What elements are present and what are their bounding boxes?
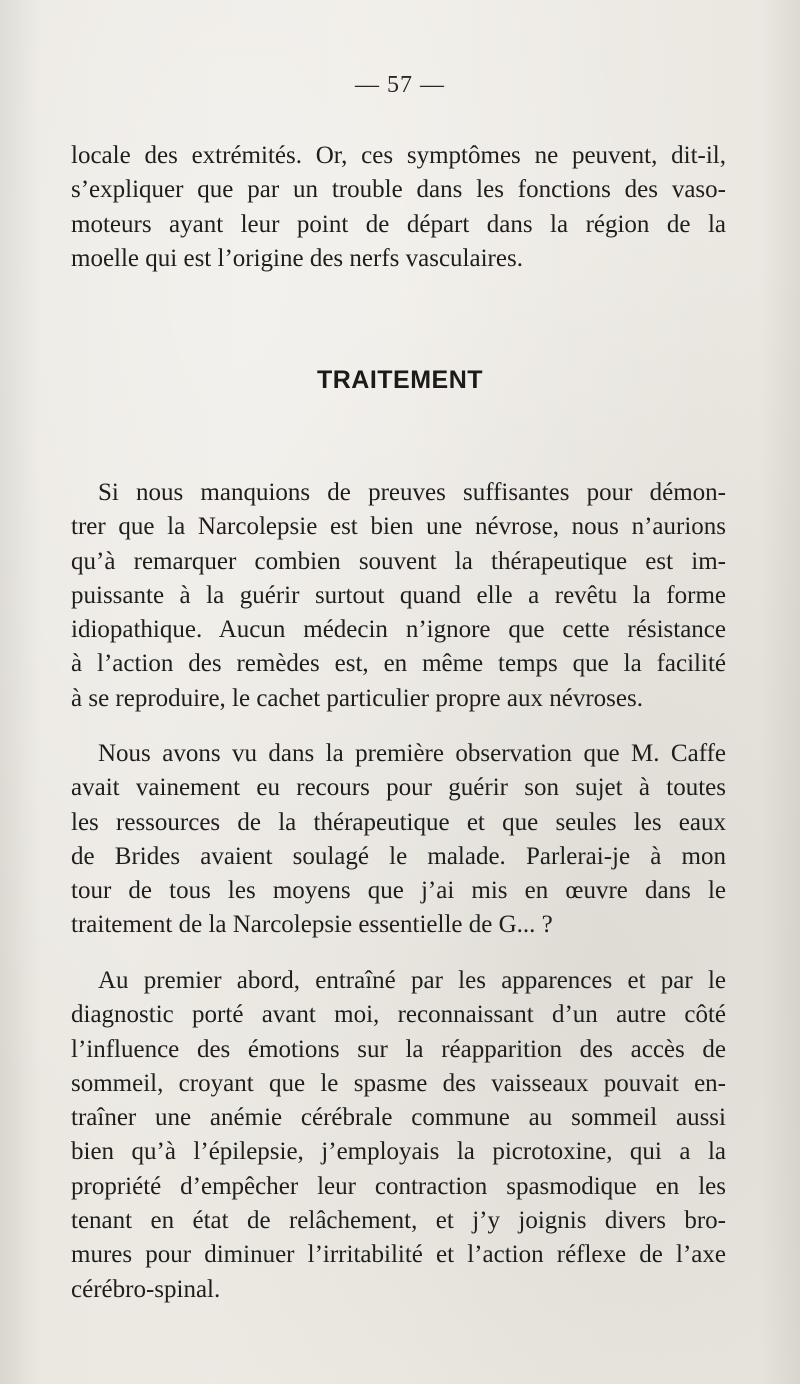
paragraph: [71, 737, 726, 943]
page-number: — 57 —: [355, 72, 445, 98]
text-line: moelle qui est l’origine des nerfs vasculaires.: [71, 244, 523, 272]
text-line: bien qu’à l’épilepsie, j’employais la picrotoxine, qui a la: [71, 1138, 726, 1166]
text-line: de Brides avaient soulagé le malade. Parlerai-je à mon: [71, 842, 726, 870]
text-line: cérébro-spinal.: [71, 1275, 221, 1303]
text-line: tenant en état de relâchement, et j’y joignis divers bro-: [71, 1207, 726, 1235]
text-line: Au premier abord, entraîné par les apparences et par le: [98, 967, 726, 994]
section-heading: TRAITEMENT: [316, 366, 484, 394]
text-line: puissante à la guérir surtout quand elle a revêtu la forme: [71, 581, 726, 609]
text-line: moteurs ayant leur point de départ dans la région de la: [71, 210, 726, 238]
text-line: sommeil, croyant que le spasme des vaisseaux pouvait en-: [71, 1069, 726, 1097]
text-line: mures pour diminuer l’irritabilité et l’action réflexe de l’axe: [71, 1241, 726, 1269]
paragraph-continuation: [71, 139, 726, 276]
text-line: propriété d’empêcher leur contraction spasmodique en les: [71, 1172, 726, 1200]
paragraph: [71, 964, 726, 1307]
text-line: idiopathique. Aucun médecin n’ignore que cette résistance: [71, 616, 726, 644]
text-line: Nous avons vu dans la première observation que M. Caffe: [98, 740, 726, 767]
text-line: trer que la Narcolepsie est bien une névrose, nous n’aurions: [71, 513, 726, 541]
text-line: locale des extrémités. Or, ces symptômes ne peuvent, dit-il,: [71, 142, 726, 169]
text-line: à l’action des remèdes est, en même temps que la facilité: [71, 650, 726, 678]
text-line: s’expliquer que par un trouble dans les fonctions des vaso-: [71, 176, 726, 204]
text-line: traitement de la Narcolepsie essentielle de G... ?: [71, 911, 553, 939]
paragraph: [71, 476, 726, 716]
text-line: diagnostic porté avant moi, reconnaissant d’un autre côté: [71, 1001, 726, 1029]
text-line: à se reproduire, le cachet particulier propre aux névroses.: [71, 684, 643, 712]
text-line: les ressources de la thérapeutique et que seules les eaux: [71, 808, 726, 836]
text-line: l’influence des émotions sur la réapparition des accès de: [71, 1035, 726, 1063]
text-line: Si nous manquions de preuves suffisantes pour démon-: [98, 479, 726, 506]
text-line: qu’à remarquer combien souvent la thérapeutique est im-: [71, 547, 726, 575]
text-line: tour de tous les moyens que j’ai mis en œuvre dans le: [71, 877, 726, 905]
text-line: traîner une anémie cérébrale commune au sommeil aussi: [71, 1104, 726, 1132]
text-line: avait vainement eu recours pour guérir son sujet à toutes: [71, 774, 726, 802]
